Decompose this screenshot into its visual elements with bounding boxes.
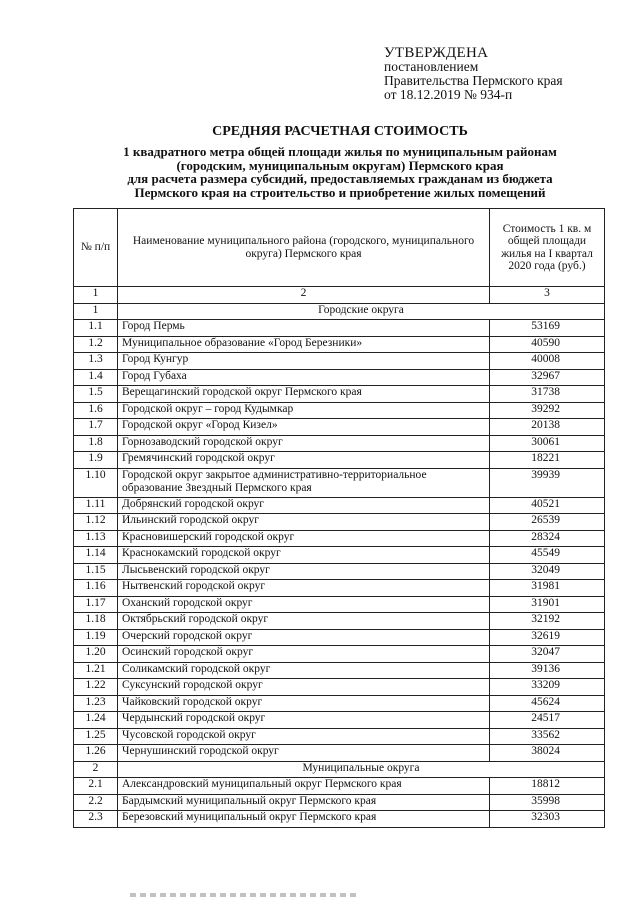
cost-value: 53169 [490,320,605,337]
cost-value: 26539 [490,514,605,531]
municipality-name: Березовский муниципальный округ Пермского края [118,811,490,828]
table-row [74,778,605,795]
row-number: 1.16 [74,580,118,597]
municipality-name: Осинский городской округ [118,646,490,663]
row-number: 1.15 [74,563,118,580]
header-cost: Стоимость 1 кв. м общей площади жилья на I квартал 2020 года (руб.) [490,209,605,287]
cost-value: 45549 [490,547,605,564]
subtitle-line: для расчета размера субсидий, предоставляемых гражданам из бюджета [127,171,553,186]
row-number: 1.7 [74,419,118,436]
row-number: 1.8 [74,435,118,452]
cost-value: 39292 [490,402,605,419]
row-number: 1.11 [74,497,118,514]
cost-value: 18221 [490,452,605,469]
row-number: 1.17 [74,596,118,613]
row-number: 1.26 [74,745,118,762]
subtitle-line: (городским, муниципальным округам) Пермского края [176,157,504,173]
table-body [74,287,605,828]
row-number: 2.2 [74,794,118,811]
scan-artifact [130,893,360,897]
municipality-name: Октябрьский городской округ [118,613,490,630]
table-row [74,353,605,370]
cost-value: 33562 [490,728,605,745]
cost-value: 32047 [490,646,605,663]
cost-value: 35998 [490,794,605,811]
index-cell: 1 [74,287,118,304]
table-row [74,336,605,353]
municipality-name: Городской округ «Город Кизел» [118,419,490,436]
municipality-name: Чердынский городской округ [118,712,490,729]
municipality-name: Чайковский городской округ [118,695,490,712]
row-number: 1.14 [74,547,118,564]
header-number: № п/п [74,209,118,287]
cost-value: 32619 [490,629,605,646]
approval-stamp [384,46,563,102]
row-number: 1.6 [74,402,118,419]
cost-value: 32967 [490,369,605,386]
row-number: 2.1 [74,778,118,795]
row-number: 1.5 [74,386,118,403]
cost-value: 32192 [490,613,605,630]
cost-value: 18812 [490,778,605,795]
table-row [74,497,605,514]
table-row [74,563,605,580]
index-cell: 2 [118,287,490,304]
municipality-name: Городской округ – город Кудымкар [118,402,490,419]
municipality-name: Соликамский городской округ [118,662,490,679]
municipality-name: Краснокамский городской округ [118,547,490,564]
municipality-name: Чернушинский городской округ [118,745,490,762]
municipality-name: Добрянский городской округ [118,497,490,514]
table-row [74,811,605,828]
row-number: 1.3 [74,353,118,370]
row-number: 1.13 [74,530,118,547]
table-row [74,369,605,386]
section-title: Муниципальные округа [118,761,605,778]
approval-line: постановлением [384,59,479,74]
municipality-name: Суксунский городской округ [118,679,490,696]
row-number: 1.22 [74,679,118,696]
row-number: 1.18 [74,613,118,630]
cost-value: 39136 [490,662,605,679]
municipality-name: Верещагинский городской округ Пермского края [118,386,490,403]
table-row [74,695,605,712]
document-subtitle [70,145,610,199]
municipality-name: Муниципальное образование «Город Березники» [118,336,490,353]
municipality-name: Александровский муниципальный округ Пермского края [118,778,490,795]
row-number: 1.1 [74,320,118,337]
row-number: 1.21 [74,662,118,679]
section-title: Городские округа [118,303,605,320]
approval-date: от 18.12.2019 № 934-п [384,87,513,102]
approval-line: Правительства Пермского края [384,73,563,88]
municipality-name: Город Кунгур [118,353,490,370]
cost-table [73,208,605,828]
row-number: 1.12 [74,514,118,531]
table-row [74,580,605,597]
section-number: 2 [74,761,118,778]
cost-value: 31738 [490,386,605,403]
table-row [74,712,605,729]
cost-value: 45624 [490,695,605,712]
municipality-name: Горнозаводский городской округ [118,435,490,452]
cost-value: 32049 [490,563,605,580]
document-title: СРЕДНЯЯ РАСЧЕТНАЯ СТОИМОСТЬ [212,124,468,139]
cost-value: 20138 [490,419,605,436]
municipality-name: Городской округ закрытое административно-территориальное образование Звездный Пермского края [118,468,490,497]
section-row [74,761,605,778]
row-number: 1.2 [74,336,118,353]
row-number: 1.20 [74,646,118,663]
table-header-row [74,209,605,287]
header-name: Наименование муниципального района (городского, муниципального округа) Пермского края [118,209,490,287]
table-row [74,646,605,663]
municipality-name: Лысьвенский городской округ [118,563,490,580]
cost-value: 31901 [490,596,605,613]
cost-value: 30061 [490,435,605,452]
table-row [74,386,605,403]
subtitle-line: Пермского края на строительство и приобретение жилых помещений [134,184,546,200]
table-row [74,629,605,646]
cost-value: 38024 [490,745,605,762]
municipality-name: Гремячинский городской округ [118,452,490,469]
table-row [74,794,605,811]
row-number: 1.19 [74,629,118,646]
row-number: 1.4 [74,369,118,386]
cost-value: 39939 [490,468,605,497]
subtitle-line: 1 квадратного метра общей площади жилья по муниципальным районам [123,144,557,159]
cost-value: 33209 [490,679,605,696]
row-number: 1.9 [74,452,118,469]
municipality-name: Чусовской городской округ [118,728,490,745]
row-number: 1.25 [74,728,118,745]
approval-heading: УТВЕРЖДЕНА [384,45,489,61]
cost-value: 31981 [490,580,605,597]
municipality-name: Город Губаха [118,369,490,386]
row-number: 1.23 [74,695,118,712]
table-row [74,530,605,547]
table-row [74,320,605,337]
section-row [74,303,605,320]
table-row [74,452,605,469]
table-row [74,435,605,452]
table-row [74,596,605,613]
cost-value: 24517 [490,712,605,729]
cost-value: 40521 [490,497,605,514]
index-cell: 3 [490,287,605,304]
table-row [74,419,605,436]
table-row [74,613,605,630]
municipality-name: Ильинский городской округ [118,514,490,531]
row-number: 1.10 [74,468,118,497]
section-number: 1 [74,303,118,320]
row-number: 2.3 [74,811,118,828]
cost-value: 28324 [490,530,605,547]
table-row [74,679,605,696]
municipality-name: Очерский городской округ [118,629,490,646]
row-number: 1.24 [74,712,118,729]
municipality-name: Город Пермь [118,320,490,337]
table-row [74,402,605,419]
table-row [74,514,605,531]
column-index-row [74,287,605,304]
cost-value: 40590 [490,336,605,353]
table-row [74,468,605,497]
municipality-name: Нытвенский городской округ [118,580,490,597]
table-row [74,547,605,564]
cost-value: 32303 [490,811,605,828]
municipality-name: Оханский городской округ [118,596,490,613]
table-row [74,745,605,762]
cost-value: 40008 [490,353,605,370]
municipality-name: Бардымский муниципальный округ Пермского края [118,794,490,811]
table-row [74,662,605,679]
table-row [74,728,605,745]
municipality-name: Красновишерский городской округ [118,530,490,547]
